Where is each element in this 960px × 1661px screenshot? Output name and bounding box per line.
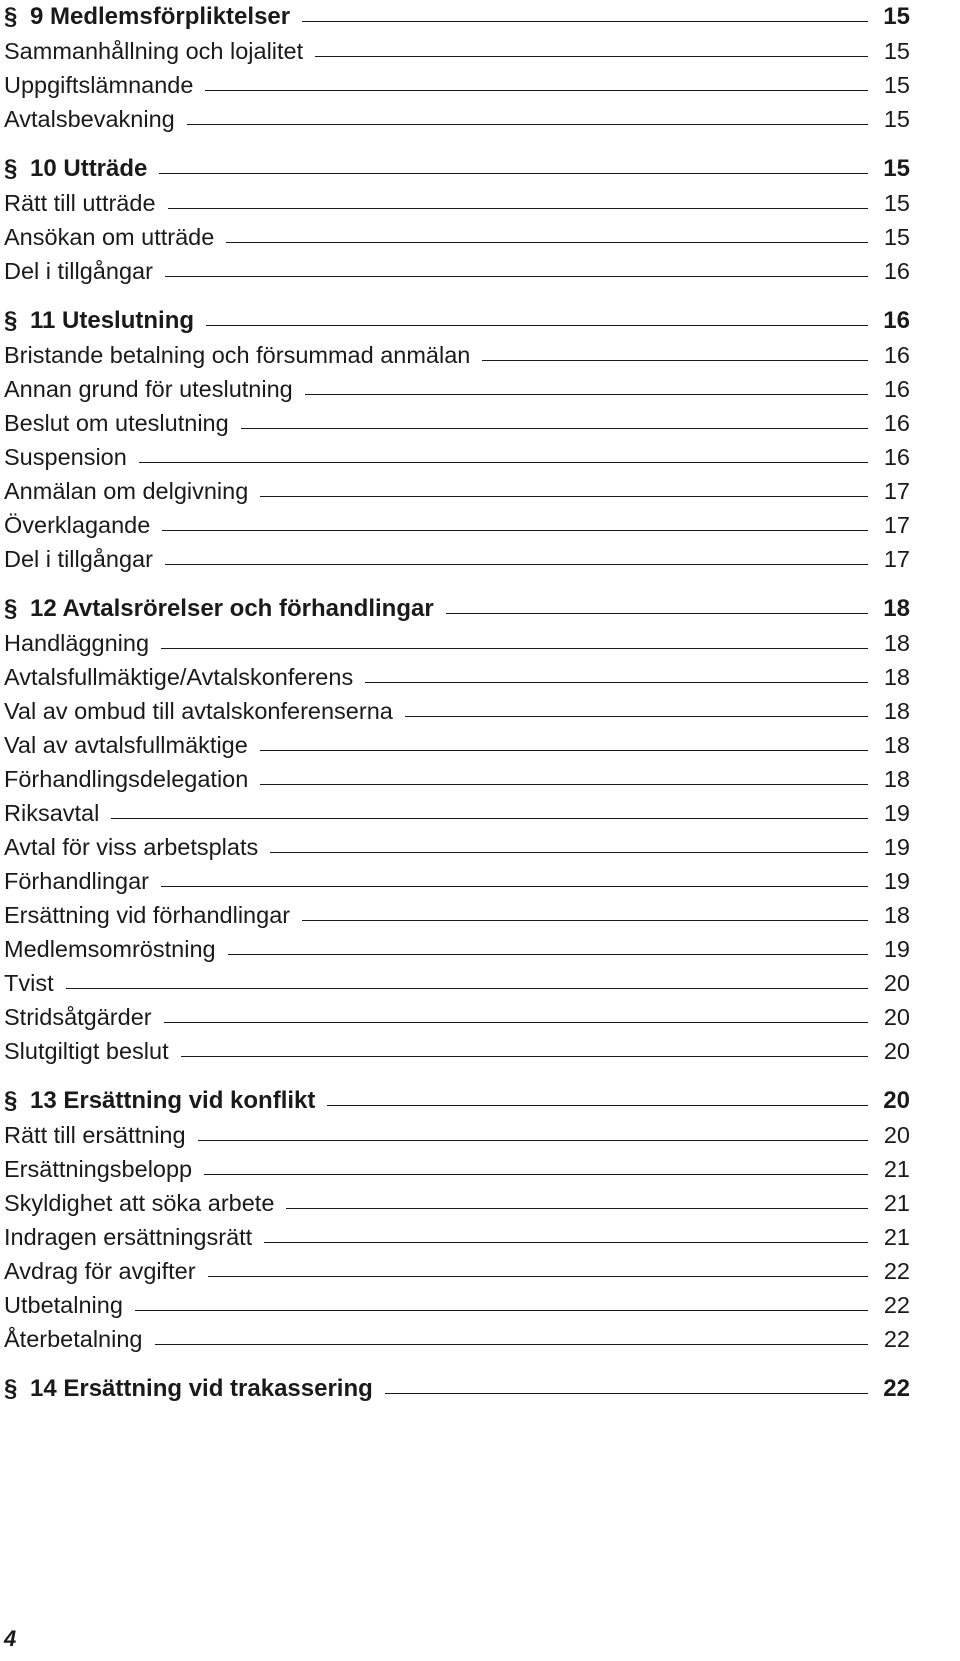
leader-line — [241, 428, 868, 429]
toc-section — [4, 1372, 910, 1406]
toc-entry-title: Indragen ersättningsrätt — [4, 1224, 253, 1250]
toc-entry-title: Annan grund för uteslutning — [4, 376, 293, 402]
toc-entry[interactable] — [4, 1152, 910, 1186]
toc-entry-title: Ansökan om utträde — [4, 224, 215, 250]
toc-page-number: 19 — [883, 834, 910, 860]
leader-line — [165, 564, 868, 565]
toc-heading-title: 11 Uteslutning — [30, 307, 195, 334]
toc-entry-title: Uppgiftslämnande — [4, 72, 194, 98]
toc-entry[interactable] — [4, 440, 910, 474]
toc-entry[interactable] — [4, 220, 910, 254]
toc-page-number: 17 — [883, 546, 910, 572]
leader-line — [165, 276, 868, 277]
toc-entry-title: Förhandlingar — [4, 868, 150, 894]
toc-entry-title: Beslut om uteslutning — [4, 410, 229, 436]
toc-heading-title: 9 Medlemsförpliktelser — [30, 3, 291, 30]
toc-page-number: 15 — [883, 3, 910, 30]
toc-entry-title: Riksavtal — [4, 800, 100, 826]
toc-page-number: 16 — [883, 410, 910, 436]
toc-entry-title: Medlemsomröstning — [4, 936, 216, 962]
toc-entry[interactable] — [4, 830, 910, 864]
toc-heading[interactable] — [4, 1372, 910, 1406]
toc-page-number: 22 — [883, 1258, 910, 1284]
toc-heading-title: 13 Ersättning vid konflikt — [30, 1087, 316, 1114]
toc-entry[interactable] — [4, 660, 910, 694]
leader-line — [205, 90, 868, 91]
toc-entry-title: Förhandlingsdelegation — [4, 766, 249, 792]
toc-page-number: 16 — [883, 444, 910, 470]
toc-entry-title: Avtal för viss arbetsplats — [4, 834, 259, 860]
leader-line — [204, 1174, 868, 1175]
leader-line — [226, 242, 868, 243]
toc-section — [4, 592, 910, 1068]
toc-page-number: 20 — [883, 1087, 910, 1114]
toc-page-number: 20 — [883, 1004, 910, 1030]
leader-line — [405, 716, 868, 717]
toc-entry-title: Stridsåtgärder — [4, 1004, 152, 1030]
leader-line — [198, 1140, 868, 1141]
toc-page-number: 21 — [883, 1156, 910, 1182]
toc-entry-title: Ersättning vid förhandlingar — [4, 902, 291, 928]
toc-page-number: 20 — [883, 1122, 910, 1148]
toc-page-number: 17 — [883, 512, 910, 538]
toc-page-number: 15 — [883, 190, 910, 216]
toc-entry[interactable] — [4, 372, 910, 406]
toc-heading[interactable] — [4, 304, 910, 338]
toc-entry[interactable] — [4, 1000, 910, 1034]
leader-line — [315, 56, 868, 57]
leader-line — [159, 173, 868, 174]
toc-entry-title: Slutgiltigt beslut — [4, 1038, 169, 1064]
toc-entry[interactable] — [4, 338, 910, 372]
leader-line — [270, 852, 868, 853]
toc-entry[interactable] — [4, 966, 910, 1000]
toc-page-number: 18 — [883, 766, 910, 792]
section-symbol: § — [4, 595, 18, 622]
toc-entry[interactable] — [4, 1118, 910, 1152]
section-symbol: § — [4, 307, 18, 334]
toc-section — [4, 1084, 910, 1356]
toc-entry[interactable] — [4, 254, 910, 288]
toc-entry[interactable] — [4, 796, 910, 830]
leader-line — [446, 613, 868, 614]
leader-line — [228, 954, 868, 955]
toc-entry[interactable] — [4, 898, 910, 932]
toc-entry-title: Sammanhållning och lojalitet — [4, 38, 304, 64]
toc-entry[interactable] — [4, 728, 910, 762]
toc-heading[interactable] — [4, 152, 910, 186]
toc-page-number: 15 — [883, 155, 910, 182]
leader-line — [260, 496, 868, 497]
leader-line — [139, 462, 868, 463]
toc-entry[interactable] — [4, 1034, 910, 1068]
toc-page-number: 17 — [883, 478, 910, 504]
toc-entry-title: Val av ombud till avtalskonferenserna — [4, 698, 393, 724]
leader-line — [206, 325, 868, 326]
section-symbol: § — [4, 3, 18, 30]
toc-page-number: 20 — [883, 1038, 910, 1064]
toc-entry[interactable] — [4, 1322, 910, 1356]
toc-entry-title: Avtalsfullmäktige/Avtalskonferens — [4, 664, 354, 690]
leader-line — [365, 682, 868, 683]
toc-page-number: 18 — [883, 902, 910, 928]
toc-page-number: 15 — [883, 38, 910, 64]
leader-line — [162, 530, 868, 531]
toc-heading-title: 12 Avtalsrörelser och förhandlingar — [30, 595, 434, 622]
toc-entry-title: Val av avtalsfullmäktige — [4, 732, 248, 758]
toc-page-number: 16 — [883, 258, 910, 284]
leader-line — [187, 124, 868, 125]
toc-entry-title: Del i tillgångar — [4, 258, 153, 284]
leader-line — [260, 750, 868, 751]
leader-line — [161, 648, 868, 649]
toc-page-number: 22 — [883, 1292, 910, 1318]
toc-heading[interactable] — [4, 592, 910, 626]
toc-entry-title: Bristande betalning och försummad anmälan — [4, 342, 471, 368]
toc-entry-title: Suspension — [4, 444, 127, 470]
page-number: 4 — [4, 1626, 17, 1651]
toc-entry-title: Handläggning — [4, 630, 150, 656]
toc-page-number: 21 — [883, 1190, 910, 1216]
toc-section — [4, 0, 910, 136]
toc-page-number: 20 — [883, 970, 910, 996]
toc-entry[interactable] — [4, 186, 910, 220]
leader-line — [181, 1056, 868, 1057]
leader-line — [260, 784, 868, 785]
toc-entry-title: Anmälan om delgivning — [4, 478, 249, 504]
toc-entry[interactable] — [4, 34, 910, 68]
leader-line — [286, 1208, 868, 1209]
toc-section — [4, 304, 910, 576]
toc-entry[interactable] — [4, 1254, 910, 1288]
toc-heading-title: 14 Ersättning vid trakassering — [30, 1375, 373, 1402]
toc-entry[interactable] — [4, 1220, 910, 1254]
leader-line — [385, 1393, 868, 1394]
leader-line — [482, 360, 868, 361]
toc-entry-title: Rätt till ersättning — [4, 1122, 186, 1148]
toc-page-number: 19 — [883, 800, 910, 826]
toc-entry-title: Rätt till utträde — [4, 190, 156, 216]
toc-entry-title: Ersättningsbelopp — [4, 1156, 193, 1182]
section-symbol: § — [4, 1087, 18, 1114]
leader-line — [161, 886, 868, 887]
toc-entry[interactable] — [4, 474, 910, 508]
leader-line — [302, 21, 868, 22]
toc-entry-title: Avtalsbevakning — [4, 106, 175, 132]
toc-page-number: 15 — [883, 224, 910, 250]
toc-page-number: 22 — [883, 1375, 910, 1402]
toc-page-number: 16 — [883, 342, 910, 368]
toc-entry[interactable] — [4, 102, 910, 136]
toc-entry[interactable] — [4, 406, 910, 440]
toc-entry-title: Skyldighet att söka arbete — [4, 1190, 275, 1216]
toc-heading[interactable] — [4, 0, 910, 34]
toc-page-number: 16 — [883, 376, 910, 402]
toc-entry[interactable] — [4, 932, 910, 966]
toc-entry[interactable] — [4, 1186, 910, 1220]
toc-entry[interactable] — [4, 1288, 910, 1322]
toc-entry-title: Utbetalning — [4, 1292, 123, 1318]
section-symbol: § — [4, 1375, 18, 1402]
leader-line — [111, 818, 868, 819]
toc-page-number: 15 — [883, 106, 910, 132]
toc-entry[interactable] — [4, 508, 910, 542]
toc-section — [4, 152, 910, 288]
leader-line — [302, 920, 868, 921]
toc-page-number: 18 — [883, 698, 910, 724]
toc-entry[interactable] — [4, 68, 910, 102]
section-symbol: § — [4, 155, 18, 182]
toc-entry[interactable] — [4, 626, 910, 660]
toc-entry[interactable] — [4, 542, 910, 576]
toc-entry-title: Återbetalning — [4, 1326, 143, 1352]
toc-page-number: 15 — [883, 72, 910, 98]
leader-line — [208, 1276, 868, 1277]
leader-line — [168, 208, 868, 209]
toc-heading[interactable] — [4, 1084, 910, 1118]
toc-entry-title: Tvist — [4, 970, 54, 996]
toc-page-number: 19 — [883, 868, 910, 894]
toc-entry[interactable] — [4, 864, 910, 898]
leader-line — [305, 394, 868, 395]
toc-page-number: 18 — [883, 732, 910, 758]
table-of-contents — [4, 0, 910, 1406]
leader-line — [155, 1344, 869, 1345]
leader-line — [135, 1310, 868, 1311]
toc-page-number: 18 — [883, 664, 910, 690]
leader-line — [66, 988, 868, 989]
toc-page-number: 18 — [883, 595, 910, 622]
toc-page-number: 21 — [883, 1224, 910, 1250]
toc-entry-title: Avdrag för avgifter — [4, 1258, 196, 1284]
toc-entry[interactable] — [4, 694, 910, 728]
leader-line — [264, 1242, 868, 1243]
toc-page-number: 16 — [883, 307, 910, 334]
toc-entry-title: Del i tillgångar — [4, 546, 153, 572]
toc-entry-title: Överklagande — [4, 512, 151, 538]
toc-page-number: 19 — [883, 936, 910, 962]
leader-line — [164, 1022, 868, 1023]
toc-page-number: 22 — [883, 1326, 910, 1352]
toc-entry[interactable] — [4, 762, 910, 796]
toc-page-number: 18 — [883, 630, 910, 656]
leader-line — [327, 1105, 868, 1106]
toc-heading-title: 10 Utträde — [30, 155, 148, 182]
